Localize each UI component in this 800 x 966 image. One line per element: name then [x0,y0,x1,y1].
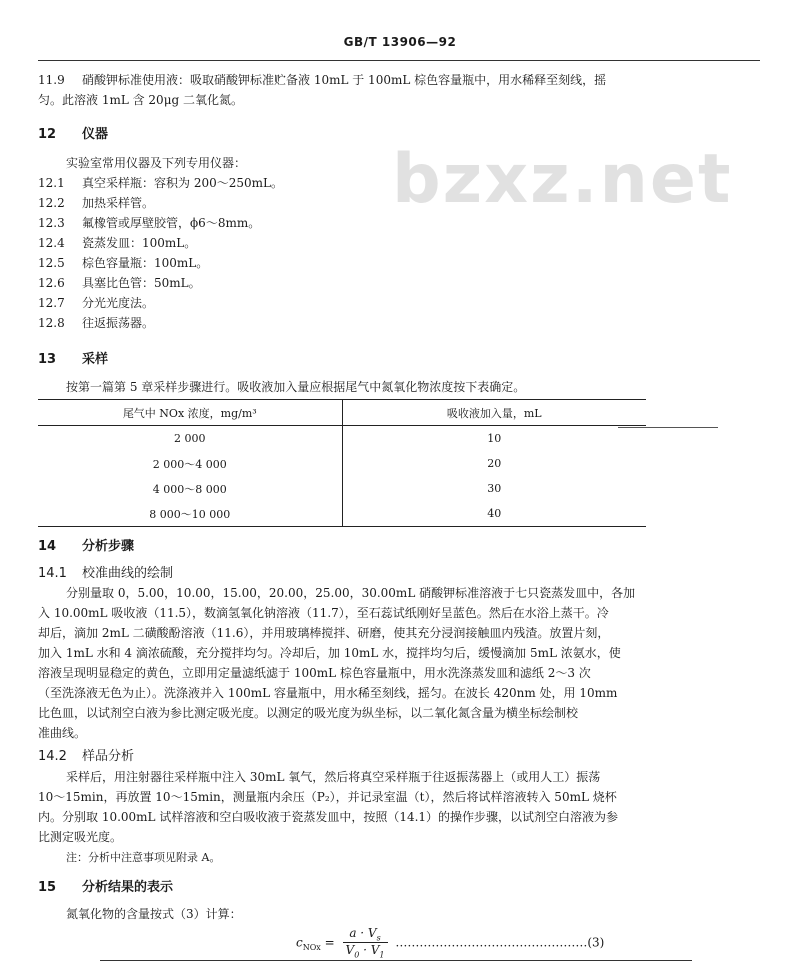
section-title: 采样 [82,352,109,367]
section-number: 15 [38,880,57,895]
section-12-intro: 实验室常用仪器及下列专用仪器： [66,156,247,170]
denominator-a: V [345,943,355,958]
numerator-sub: s [376,933,381,943]
document-header: GB/T 13906—92 [343,35,457,49]
section-15-heading [38,876,173,895]
denominator [343,943,388,959]
list-item [38,233,196,253]
item-number: 12.6 [38,276,65,290]
denominator-b: · V [359,943,380,958]
item-text: 瓷蒸发皿：100mL。 [82,236,197,250]
subsection-title: 样品分析 [82,749,135,764]
section-15-intro: 氮氧化物的含量按式（3）计算： [66,907,242,921]
paragraph-line: 却后，滴加 2mL 二磺酸酚溶液（11.6），并用玻璃棒搅拌、研磨，使其充分浸润接触皿内残渣。放置片刻， [38,626,610,640]
clause-number: 11.9 [38,73,65,87]
section-title: 分析步骤 [82,539,135,554]
section-13-heading [38,348,108,367]
denominator-a-sub: 0 [354,950,360,960]
paragraph-line: 溶液呈现明显稳定的黄色，立即用定量滤纸滤于 100mL 棕色容量瓶中，用水洗涤蒸发皿和滤纸 2～3 次 [38,666,591,680]
table-cell: 2 000 [38,426,342,452]
subsection-number: 14.1 [38,566,67,581]
sampling-table [38,399,646,527]
list-item [38,253,208,273]
list-item [38,313,154,333]
table-cell: 30 [487,482,502,495]
column-header: 吸收液加入量，mL [446,406,542,420]
paragraph-line: 采样后，用注射器往采样瓶中注入 30mL 氧气，然后将真空采样瓶于往返振荡器上（或用人工）振荡 [66,770,601,784]
paragraph-line: 分别量取 0，5.00，10.00，15.00，20.00，25.00，30.00mL 硝酸钾标准溶液于七只瓷蒸发皿中，各加 [66,586,636,600]
list-item [38,273,201,293]
list-item [38,193,154,213]
numerator [343,926,388,943]
table-cell: 40 [487,507,502,520]
column-header: 尾气中 NOx 浓度，mg/m³ [38,400,342,426]
section-title: 分析结果的表示 [82,880,174,895]
clause-text: 硝酸钾标准使用液：吸取硝酸钾标准贮备液 10mL 于 100mL 棕色容量瓶中，用水稀释至刻线，摇 [82,73,607,87]
bottom-rule [100,960,692,961]
table-header-row [38,400,646,426]
paragraph-line: 加入 1mL 水和 4 滴浓硫酸，充分搅拌均匀。冷却后，加 10mL 水，搅拌均匀后，缓慢滴加 5mL 浓氨水，使 [38,646,621,660]
table-cell: 20 [487,457,502,470]
item-text: 真空采样瓶：容积为 200～250mL。 [82,176,283,190]
item-text: 氟橡管或厚壁胶管，ϕ6～8mm。 [82,216,261,230]
formula-lhs: c [296,935,303,950]
item-text: 棕色容量瓶：100mL。 [82,256,209,270]
clause-11-9-cont: 匀。此溶液 1mL 含 20μg 二氧化氮。 [38,93,243,107]
section-12-heading [38,123,108,142]
section-number: 12 [38,127,57,142]
clause-11-9 [38,70,606,90]
item-number: 12.1 [38,176,65,190]
item-number: 12.7 [38,296,65,310]
item-number: 12.2 [38,196,65,210]
leader-dots: ………………………………………… [395,935,588,950]
header-rule [38,60,760,61]
table-row [38,476,646,501]
paragraph-line: 准曲线。 [38,726,87,740]
table-cell: 4 000～8 000 [38,476,342,501]
fraction [343,926,388,960]
watermark: bzxz.net [392,140,733,219]
item-text: 分光光度法。 [82,296,155,310]
item-text: 具塞比色管：50mL。 [82,276,201,290]
subsection-14-1-heading [38,562,173,581]
subsection-number: 14.2 [38,749,67,764]
list-item [38,293,154,313]
equals-sign: = [324,935,335,950]
paragraph-line: 比色皿，以试剂空白液为参比测定吸光度。以测定的吸光度为纵坐标，以二氧化氮含量为横坐标绘制校 [38,706,579,720]
scan-artifact-line [618,427,718,428]
list-item [38,173,283,193]
item-text: 加热采样管。 [82,196,155,210]
paragraph-line: 10～15min，再放置 10～15min，测量瓶内余压（P₂），并记录室温（t），然后将试样溶液转入 50mL 烧杯 [38,790,617,804]
table-row [38,501,646,527]
section-14-heading [38,535,134,554]
table-cell: 10 [487,432,502,445]
note: 注：分析中注意事项见附录 A。 [66,851,221,864]
list-item [38,213,260,233]
paragraph-line: 比测定吸光度。 [38,830,123,844]
section-title: 仪器 [82,127,109,142]
numerator-text: a · V [349,926,377,940]
paragraph-line: （至洗涤液无色为止）。洗涤液并入 100mL 容量瓶中，用水稀至刻线，摇匀。在波长 420nm 处，用 10mm [38,686,618,700]
formula-3 [296,926,604,960]
section-13-intro: 按第一篇第 5 章采样步骤进行。吸收液加入量应根据尾气中氮氧化物浓度按下表确定。 [66,380,526,394]
item-number: 12.8 [38,316,65,330]
table-cell: 8 000～10 000 [38,501,342,527]
section-number: 14 [38,539,57,554]
paragraph-line: 内。分别取 10.00mL 试样溶液和空白吸收液于瓷蒸发皿中，按照（14.1）的操作步骤，以试剂空白溶液为参 [38,810,619,824]
item-number: 12.3 [38,216,65,230]
table-row [38,426,646,452]
item-text: 往返振荡器。 [82,316,155,330]
section-number: 13 [38,352,57,367]
paragraph-line: 入 10.00mL 吸收液（11.5），数滴氢氧化钠溶液（11.7），至石蕊试纸刚好呈蓝色。然后在水浴上蒸干。冷 [38,606,609,620]
item-number: 12.5 [38,256,65,270]
subsection-14-2-heading [38,745,134,764]
subsection-title: 校准曲线的绘制 [82,566,174,581]
denominator-b-sub: 1 [379,950,385,960]
table-row [38,451,646,476]
table-cell: 2 000～4 000 [38,451,342,476]
equation-number: (3) [587,935,605,950]
formula-lhs-sub: NOx [302,942,321,952]
item-number: 12.4 [38,236,65,250]
